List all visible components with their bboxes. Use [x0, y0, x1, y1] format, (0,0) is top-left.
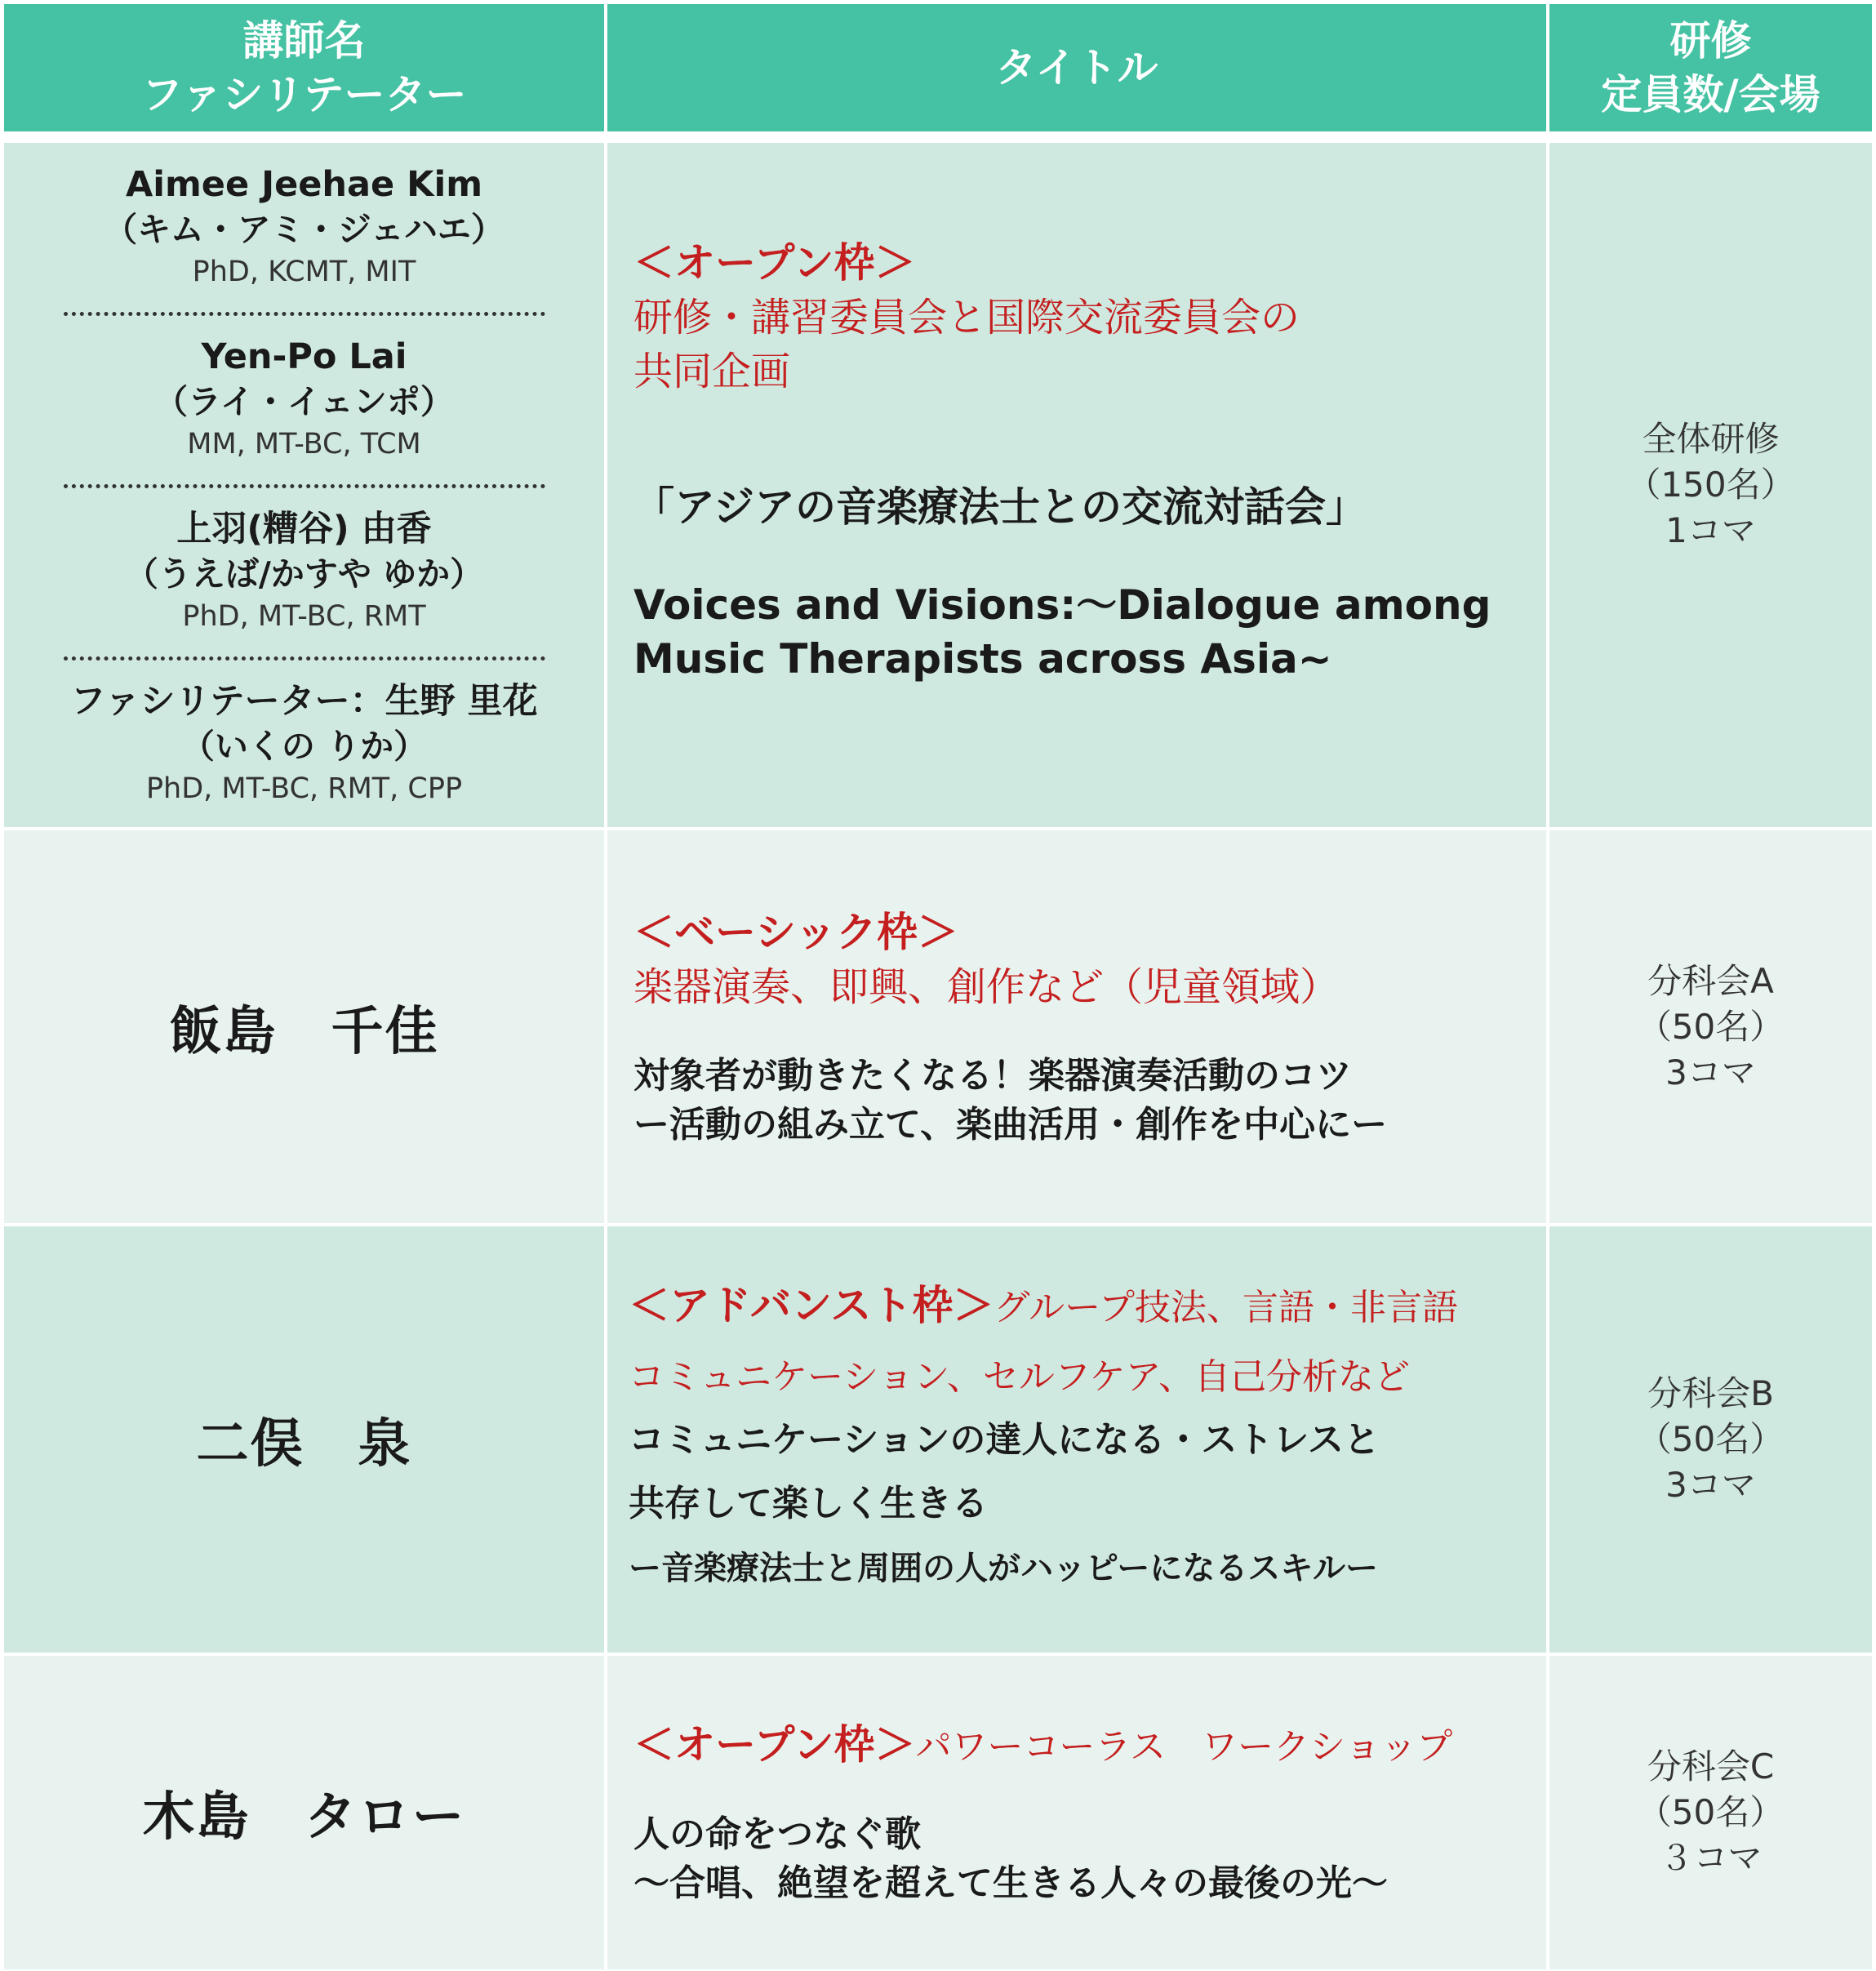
- row3-title-cell: [607, 1226, 1546, 1653]
- speaker-credentials: MM, MT-BC, TCM: [187, 427, 421, 460]
- capacity-count: （50名）: [1637, 1419, 1785, 1459]
- capacity-slots: 3コマ: [1665, 1465, 1756, 1505]
- session-subtitle: ～合唱、絶望を超えて生きる人々の最後の光～: [633, 1862, 1388, 1904]
- row4-capacity: [1549, 1656, 1872, 1969]
- dotted-divider: [64, 484, 545, 488]
- capacity-count: （150名）: [1626, 465, 1795, 505]
- speaker-name: 二俣 泉: [196, 1414, 412, 1475]
- session-title: 人の命をつなぐ歌: [633, 1813, 921, 1855]
- session-subtitle: ー音楽療法士と周囲の人がハッピーになるスキルー: [629, 1550, 1378, 1587]
- category-tag: ＜ベーシック枠＞: [633, 908, 958, 956]
- row2-title-cell: [607, 830, 1546, 1223]
- row3-capacity: [1549, 1226, 1872, 1653]
- speaker-kana: （ライ・イェンポ）: [154, 381, 454, 421]
- session-title-en: Voices and Visions:～Dialogue among: [633, 581, 1491, 629]
- header-speaker: [4, 4, 604, 131]
- dotted-divider: [64, 312, 545, 316]
- speaker-name: Aimee Jeehae Kim: [125, 163, 483, 205]
- session-title-ja: 「アジアの音楽療法士との交流対話会」: [633, 483, 1367, 531]
- speaker-name: 木島 タロー: [142, 1787, 466, 1848]
- session-title-en: Music Therapists across Asia~: [633, 635, 1332, 683]
- speaker-block: [154, 334, 454, 465]
- session-title: コミュニケーションの達人になる・ストレスと: [629, 1419, 1380, 1461]
- capacity-type: 全体研修: [1642, 419, 1780, 459]
- capacity-slots: ３コマ: [1659, 1838, 1763, 1878]
- session-subtitle: ー活動の組み立て、楽曲活用・創作を中心にー: [633, 1103, 1388, 1146]
- row2-capacity: [1549, 830, 1872, 1223]
- speaker-kana: （キム・アミ・ジェハエ）: [104, 209, 505, 249]
- speaker-name: Yen-Po Lai: [201, 336, 407, 377]
- row1-capacity: [1549, 143, 1872, 827]
- category-description: パワーコーラス ワークショップ: [915, 1726, 1453, 1768]
- header-capacity: [1549, 4, 1872, 131]
- header-title: [607, 4, 1546, 131]
- row4-title-cell: [607, 1656, 1546, 1969]
- dotted-divider: [64, 656, 545, 661]
- category-description: グループ技法、言語・非言語: [994, 1287, 1458, 1328]
- capacity-type: 分科会B: [1647, 1373, 1774, 1413]
- speaker-kana: （うえば/かすや ゆか）: [124, 554, 484, 594]
- row4-speaker: [4, 1656, 604, 1969]
- speaker-block: [104, 162, 505, 292]
- capacity-type: 分科会C: [1647, 1746, 1775, 1786]
- header-title-text: タイトル: [995, 44, 1158, 91]
- category-description: コミュニケーション、セルフケア、自己分析など: [629, 1356, 1410, 1398]
- category-tag: ＜アドバンスト枠＞: [629, 1282, 994, 1329]
- header-speaker-line2: ファシリテーター: [141, 71, 467, 118]
- session-title: 対象者が動きたくなる！楽器演奏活動のコツ: [633, 1054, 1352, 1097]
- capacity-slots: 3コマ: [1665, 1052, 1756, 1092]
- facilitator-name: ファシリテーター：生野 里花: [70, 680, 538, 722]
- row1-speakers: [4, 143, 604, 827]
- session-title: 共存して楽しく生きる: [629, 1483, 988, 1524]
- speaker-name: 上羽(糟谷) 由香: [176, 508, 432, 549]
- speaker-credentials: PhD, MT-BC, RMT: [182, 599, 426, 633]
- speaker-name: 飯島 千佳: [169, 1001, 439, 1062]
- speaker-kana: （いくの りか）: [180, 726, 428, 766]
- category-description: 共同企画: [633, 349, 791, 394]
- speaker-block: [70, 679, 537, 809]
- header-capacity-line1: 研修: [1669, 17, 1752, 65]
- header-capacity-line2: 定員数/会場: [1601, 71, 1820, 118]
- speaker-credentials: PhD, KCMT, MIT: [192, 255, 416, 288]
- category-description: 研修・講習委員会と国際交流委員会の: [633, 295, 1300, 340]
- row1-title-cell: [607, 143, 1546, 827]
- row2-speaker: [4, 830, 604, 1223]
- row3-speaker: [4, 1226, 604, 1653]
- category-tag: ＜オープン枠＞: [633, 239, 916, 287]
- capacity-slots: 1コマ: [1665, 510, 1756, 550]
- speaker-credentials: PhD, MT-BC, RMT, CPP: [145, 772, 463, 805]
- header-speaker-line1: 講師名: [242, 17, 366, 65]
- capacity-count: （50名）: [1637, 1006, 1785, 1047]
- category-description: 楽器演奏、即興、創作など（児童領域）: [633, 963, 1340, 1010]
- capacity-type: 分科会A: [1647, 960, 1774, 1001]
- capacity-count: （50名）: [1637, 1792, 1785, 1832]
- category-tag: ＜オープン枠＞: [633, 1721, 916, 1769]
- speaker-block: [125, 506, 483, 637]
